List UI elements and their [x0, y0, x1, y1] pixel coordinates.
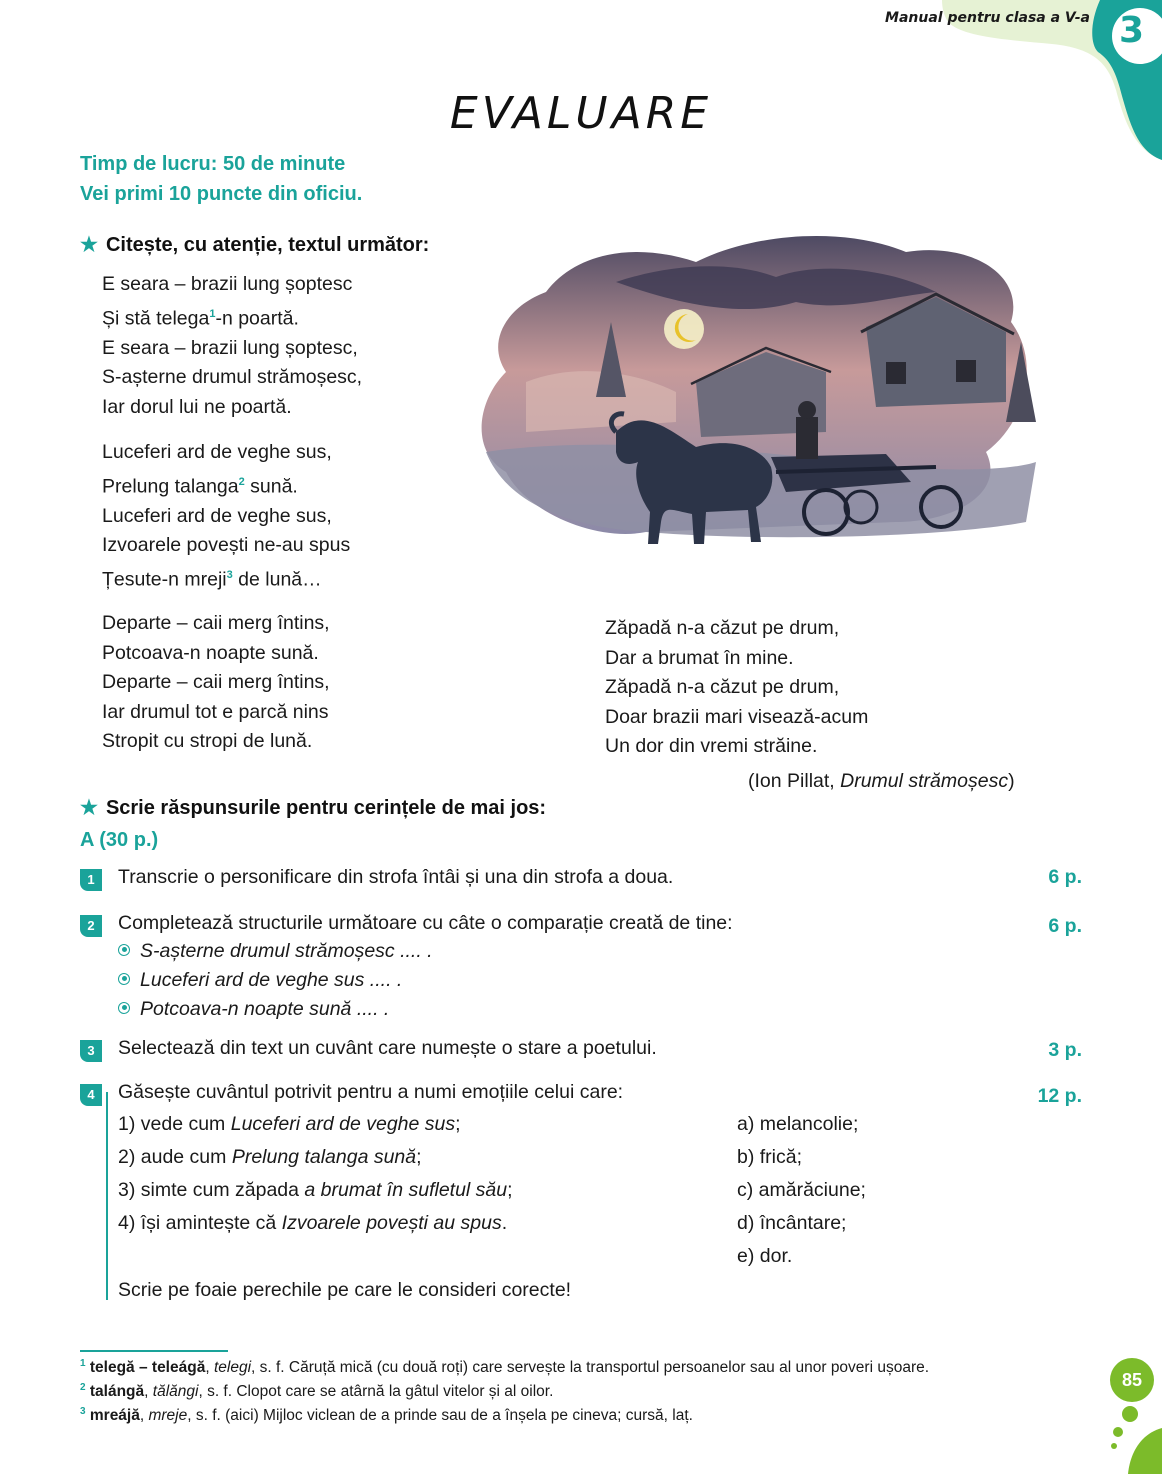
poem-line: Luceferi ard de veghe sus, [102, 441, 332, 463]
list-item: 3) simte cum zăpada a brumat în sufletul său; [118, 1179, 513, 1201]
bullet-icon [118, 973, 130, 985]
read-instruction: ★ Citește, cu atenție, textul următor: [80, 234, 430, 256]
question-points: 3 p. [1048, 1039, 1082, 1061]
option-item: a) melancolie; [737, 1113, 859, 1135]
page-number: 85 [1110, 1358, 1154, 1402]
list-item: S-așterne drumul strămoșesc .... . [118, 940, 433, 963]
poem-line: Doar brazii mari visează-acum [605, 705, 869, 728]
poem-line: Departe – caii merg întins, [102, 671, 330, 693]
footnote-divider [80, 1350, 228, 1352]
question-points: 6 p. [1048, 915, 1082, 937]
poem-stanza-4 [605, 614, 868, 762]
question-number: 1 [80, 869, 102, 891]
question-divider [106, 1092, 108, 1300]
list-item: 4) își amintește că Izvoarele povești au spus. [118, 1212, 508, 1234]
poem-line: Și stă telega$^1$-n poartă. [102, 307, 299, 329]
bullet-icon [118, 944, 130, 956]
bullet-icon [118, 1002, 130, 1014]
star-icon: ★ [80, 234, 98, 256]
section-a-heading: A (30 p.) [80, 829, 159, 851]
poem-stanza-3 [102, 609, 330, 757]
list-item: 1) vede cum Luceferi ard de veghe sus; [118, 1113, 461, 1135]
poem-line: E seara – brazii lung șoptesc, [102, 336, 358, 359]
bonus-points: Vei primi 10 puncte din oficiu. [80, 183, 363, 205]
footnote-mark: 1 [209, 307, 216, 320]
footnote: $^2$ talángă, tălăngi, s. f. Clopot care se atârnă la gâtul vitelor și al oilor. [80, 1382, 554, 1401]
star-icon: ★ [80, 797, 98, 819]
question-text: Completează structurile următoare cu câte o comparație creată de tine: [118, 912, 733, 934]
answer-instruction: ★ Scrie răspunsurile pentru cerințele de mai jos: [80, 797, 547, 819]
chapter-number: 3 [1118, 10, 1144, 51]
poem-line: Luceferi ard de veghe sus, [102, 504, 332, 527]
footnote: $^1$ telegă – teleágă, telegi, s. f. Căruță mică (cu două roți) care servește la transportul persoanelor sau al unor poveri ușoare. [80, 1358, 930, 1377]
question-text: Găsește cuvântul potrivit pentru a numi emoțiile celui care: [118, 1081, 624, 1103]
poem-line: Iar dorul lui ne poartă. [102, 395, 292, 418]
corner-dots-decoration [1100, 1404, 1162, 1474]
footnote: $^3$ mreájă, mreje, s. f. (aici) Mijloc viclean de a prinde sau de a înșela pe cineva; cursă, laț. [80, 1406, 693, 1425]
question-points: 12 p. [1037, 1085, 1082, 1107]
poem-line: Iar drumul tot e parcă nins [102, 700, 329, 723]
list-item: Luceferi ard de veghe sus .... . [118, 969, 402, 992]
question-points: 6 p. [1048, 866, 1082, 888]
poem-line: E seara – brazii lung șoptesc [102, 273, 353, 295]
manual-label: Manual pentru clasa a V-a [885, 10, 1090, 26]
option-item: c) amărăciune; [737, 1179, 866, 1201]
poem-line: Un dor din vremi străine. [605, 735, 818, 757]
poem-line: Zăpadă n-a căzut pe drum, [605, 676, 840, 698]
poem-line: Izvoarele povești ne-au spus [102, 534, 351, 556]
poem-line: Prelung talanga$^2$ sună. [102, 475, 298, 497]
poem-line: S-așterne drumul strămoșesc, [102, 366, 363, 388]
work-time: Timp de lucru: 50 de minute [80, 153, 346, 175]
horse-cart-illustration [466, 222, 1046, 562]
poem-line: Departe – caii merg întins, [102, 612, 330, 634]
question-text: Transcrie o personificare din strofa întâi și una din strofa a doua. [118, 866, 674, 888]
question-text: Selectează din text un cuvânt care numește o stare a poetului. [118, 1037, 657, 1059]
question-number: 2 [80, 915, 102, 937]
list-item: Potcoava-n noapte sună .... . [118, 998, 389, 1021]
poem-line: Țesute-n mreji$^3$ de lună… [102, 568, 322, 590]
question-final-instruction: Scrie pe foaie perechile pe care le consideri corecte! [118, 1279, 572, 1301]
poem-source: (Ion Pillat, Drumul strămoșesc) [748, 770, 1015, 792]
option-item: d) încântare; [737, 1212, 847, 1234]
poem-line: Dar a brumat în mine. [605, 646, 794, 669]
poem-stanza-1 [102, 270, 362, 422]
list-item: 2) aude cum Prelung talanga sună; [118, 1146, 422, 1168]
poem-line: Stropit cu stropi de lună. [102, 730, 313, 752]
poem-line: Potcoava-n noapte sună. [102, 641, 319, 664]
footnote-mark: 3 [226, 568, 233, 581]
poem-line: Zăpadă n-a căzut pe drum, [605, 617, 840, 639]
poem-stanza-2 [102, 438, 350, 595]
option-item: e) dor. [737, 1245, 793, 1267]
footnote-mark: 2 [238, 475, 245, 488]
option-item: b) frică; [737, 1146, 803, 1168]
page-title: EVALUARE [449, 88, 713, 139]
question-number: 4 [80, 1084, 102, 1106]
question-number: 3 [80, 1040, 102, 1062]
